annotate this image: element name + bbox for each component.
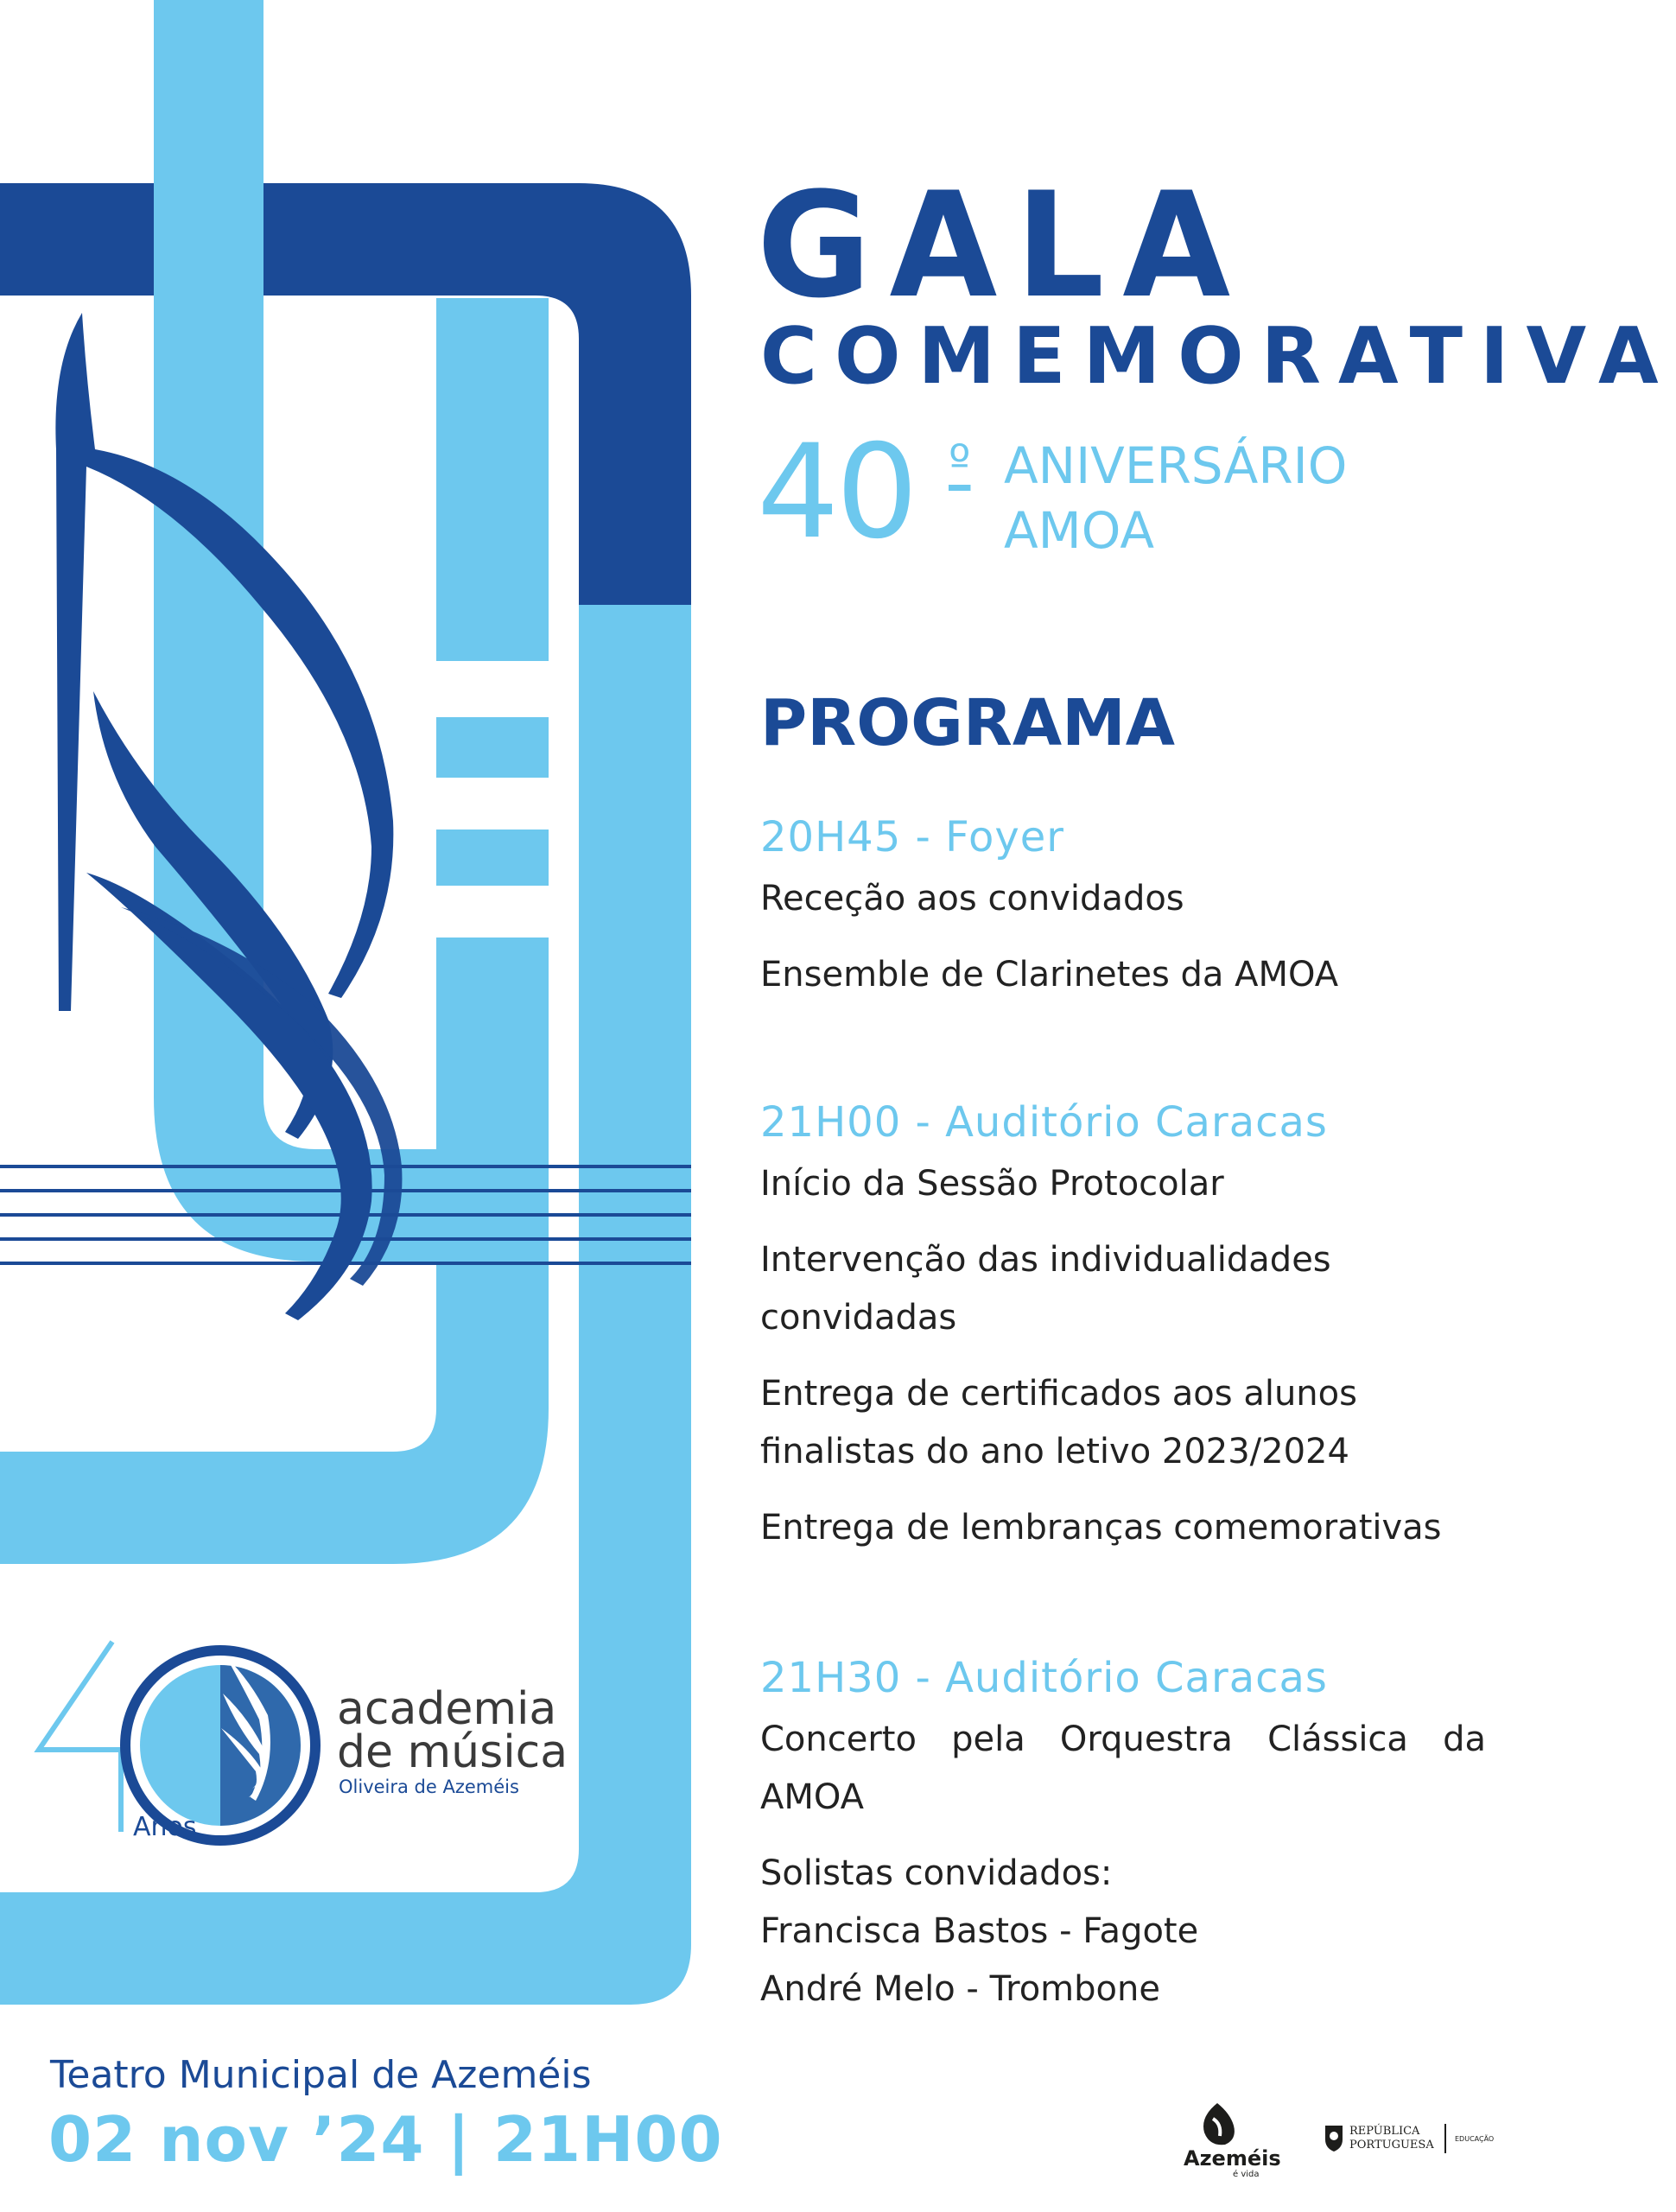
program-item: Entrega de certificados aos alunos bbox=[760, 1374, 1357, 1414]
azemeis-logo-text: Azeméis bbox=[1184, 2146, 1281, 2171]
justified-word: da bbox=[1443, 1719, 1486, 1759]
azemeis-logo-icon bbox=[1196, 2101, 1239, 2150]
white-slot-1 bbox=[436, 661, 549, 717]
program-item: convidadas bbox=[760, 1298, 957, 1338]
program-item: Solistas convidados: bbox=[760, 1853, 1113, 1893]
section-time-3: 21H30 - Auditório Caracas bbox=[760, 1654, 1328, 1702]
logo-text-de-musica: de música bbox=[337, 1726, 568, 1778]
program-item: finalistas do ano letivo 2023/2024 bbox=[760, 1432, 1349, 1471]
republica-emblem-icon bbox=[1322, 2122, 1346, 2153]
logo-four-outline bbox=[39, 1642, 121, 1832]
title-comemorativa: COMEMORATIVA bbox=[760, 311, 1676, 402]
venue-name: Teatro Municipal de Azeméis bbox=[50, 2053, 592, 2097]
justified-word: Clássica bbox=[1267, 1719, 1408, 1759]
programa-heading: PROGRAMA bbox=[760, 686, 1176, 760]
white-slot-2 bbox=[436, 778, 549, 830]
justified-word: pela bbox=[951, 1719, 1025, 1759]
title-gala: GALA bbox=[757, 161, 1249, 330]
logo-text-location: Oliveira de Azeméis bbox=[339, 1777, 519, 1797]
republica-logo-line2: PORTUGUESA bbox=[1349, 2139, 1434, 2152]
program-item: Entrega de lembranças comemorativas bbox=[760, 1508, 1442, 1548]
program-item-justified bbox=[760, 1719, 1486, 1759]
academia-logo-graphic bbox=[39, 1642, 315, 1840]
republica-logo-line1: REPÚBLICA bbox=[1349, 2125, 1420, 2138]
justified-word: Orquestra bbox=[1059, 1719, 1233, 1759]
logo-text-academia: academia bbox=[337, 1683, 557, 1735]
program-item: Ensemble de Clarinetes da AMOA bbox=[760, 955, 1339, 995]
dark-blue-band bbox=[0, 183, 691, 605]
program-item: André Melo - Trombone bbox=[760, 1969, 1160, 2009]
program-item: Início da Sessão Protocolar bbox=[760, 1164, 1224, 1204]
program-item: Receção aos convidados bbox=[760, 879, 1184, 918]
logo-text-anos: Anos bbox=[133, 1812, 197, 1842]
program-item: Intervenção das individualidades bbox=[760, 1240, 1331, 1280]
section-time-1: 20H45 - Foyer bbox=[760, 813, 1065, 861]
anniversary-org: AMOA bbox=[1004, 501, 1155, 560]
section-time-2: 21H00 - Auditório Caracas bbox=[760, 1098, 1328, 1147]
educacao-label: EDUCAÇÃO bbox=[1455, 2135, 1495, 2143]
anniversary-label: ANIVERSÁRIO bbox=[1004, 436, 1348, 495]
azemeis-logo-tagline: é vida bbox=[1233, 2170, 1260, 2179]
anniversary-ordinal: º bbox=[949, 435, 971, 489]
justified-word: Concerto bbox=[760, 1719, 917, 1759]
program-item: Francisca Bastos - Fagote bbox=[760, 1911, 1199, 1951]
event-date-time: 02 nov ’24 | 21H00 bbox=[48, 2103, 723, 2176]
anniversary-number: 40 bbox=[757, 417, 915, 568]
sponsor-divider bbox=[1444, 2124, 1446, 2153]
program-item: AMOA bbox=[760, 1777, 865, 1817]
white-slot-3 bbox=[436, 886, 549, 938]
